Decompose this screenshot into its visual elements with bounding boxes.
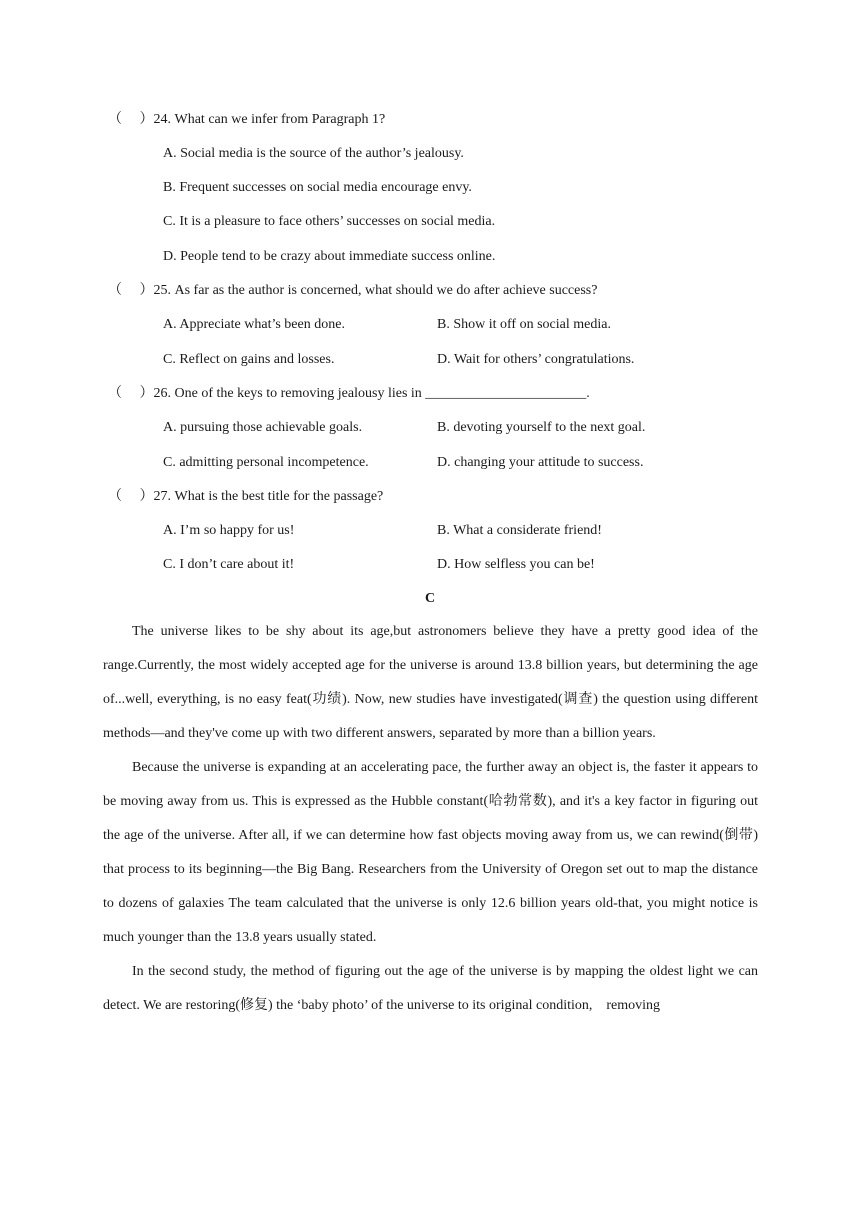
passage xyxy=(103,615,758,1023)
question-25-option-a: A. Appreciate what’s been done. xyxy=(163,317,345,332)
question-27-option-a: A. I’m so happy for us! xyxy=(163,523,295,538)
question-27-stem: （ ）27. What is the best title for the passage? xyxy=(108,489,384,504)
question-27-option-d: D. How selfless you can be! xyxy=(437,557,595,572)
question-25-option-c: C. Reflect on gains and losses. xyxy=(163,352,335,367)
question-25-option-d: D. Wait for others’ congratulations. xyxy=(437,352,635,367)
question-27-option-b: B. What a considerate friend! xyxy=(437,523,602,538)
question-25-option-b: B. Show it off on social media. xyxy=(437,317,611,332)
question-26-option-a: A. pursuing those achievable goals. xyxy=(163,420,363,435)
question-24-option-c: C. It is a pleasure to face others’ successes on social media. xyxy=(163,214,496,229)
question-24-option-d: D. People tend to be crazy about immediate success online. xyxy=(163,249,496,264)
passage-paragraph-1: The universe likes to be shy about its age,but astronomers believe they have a pretty good idea of the range.Currently, the most widely accepted age for the universe is around 13.8 billion years, but determining the age of...well, everything, is no easy feat(功绩). Now, new studies have investigated(调查) the question using different methods—and they've come up with two different answers, separated by more than a billion years. xyxy=(103,624,758,741)
question-26-option-b: B. devoting yourself to the next goal. xyxy=(437,420,646,435)
question-26-stem: （ ）26. One of the keys to removing jealousy lies in _______________________. xyxy=(108,386,590,401)
question-25-stem: （ ）25. As far as the author is concerned, what should we do after achieve success? xyxy=(108,283,598,298)
question-24-option-b: B. Frequent successes on social media encourage envy. xyxy=(163,180,472,195)
question-24-option-a: A. Social media is the source of the author’s jealousy. xyxy=(163,146,464,161)
question-26-option-c: C. admitting personal incompetence. xyxy=(163,455,369,470)
question-26-option-d: D. changing your attitude to success. xyxy=(437,455,644,470)
section-heading: C xyxy=(424,591,436,606)
question-24-stem: （ ）24. What can we infer from Paragraph 1? xyxy=(108,112,386,127)
question-27-option-c: C. I don’t care about it! xyxy=(163,557,295,572)
passage-paragraph-2: Because the universe is expanding at an accelerating pace, the further away an object is, the faster it appears to be moving away from us. This is expressed as the Hubble constant(哈勃常数), and it's a key factor in figuring out the age of the universe. After all, if we can determine how fast objects moving away from us, we can rewind(倒带) that process to its beginning—the Big Bang. Researchers from the University of Oregon set out to map the distance to dozens of galaxies The team calculated that the universe is only 12.6 billion years old-that, you might notice is much younger than the 13.8 years usually stated. xyxy=(103,760,758,945)
passage-paragraph-3: In the second study, the method of figuring out the age of the universe is by mapping the oldest light we can detect. We are restoring(修复) the ‘baby photo’ of the universe to its original condition, removing xyxy=(103,964,758,1013)
